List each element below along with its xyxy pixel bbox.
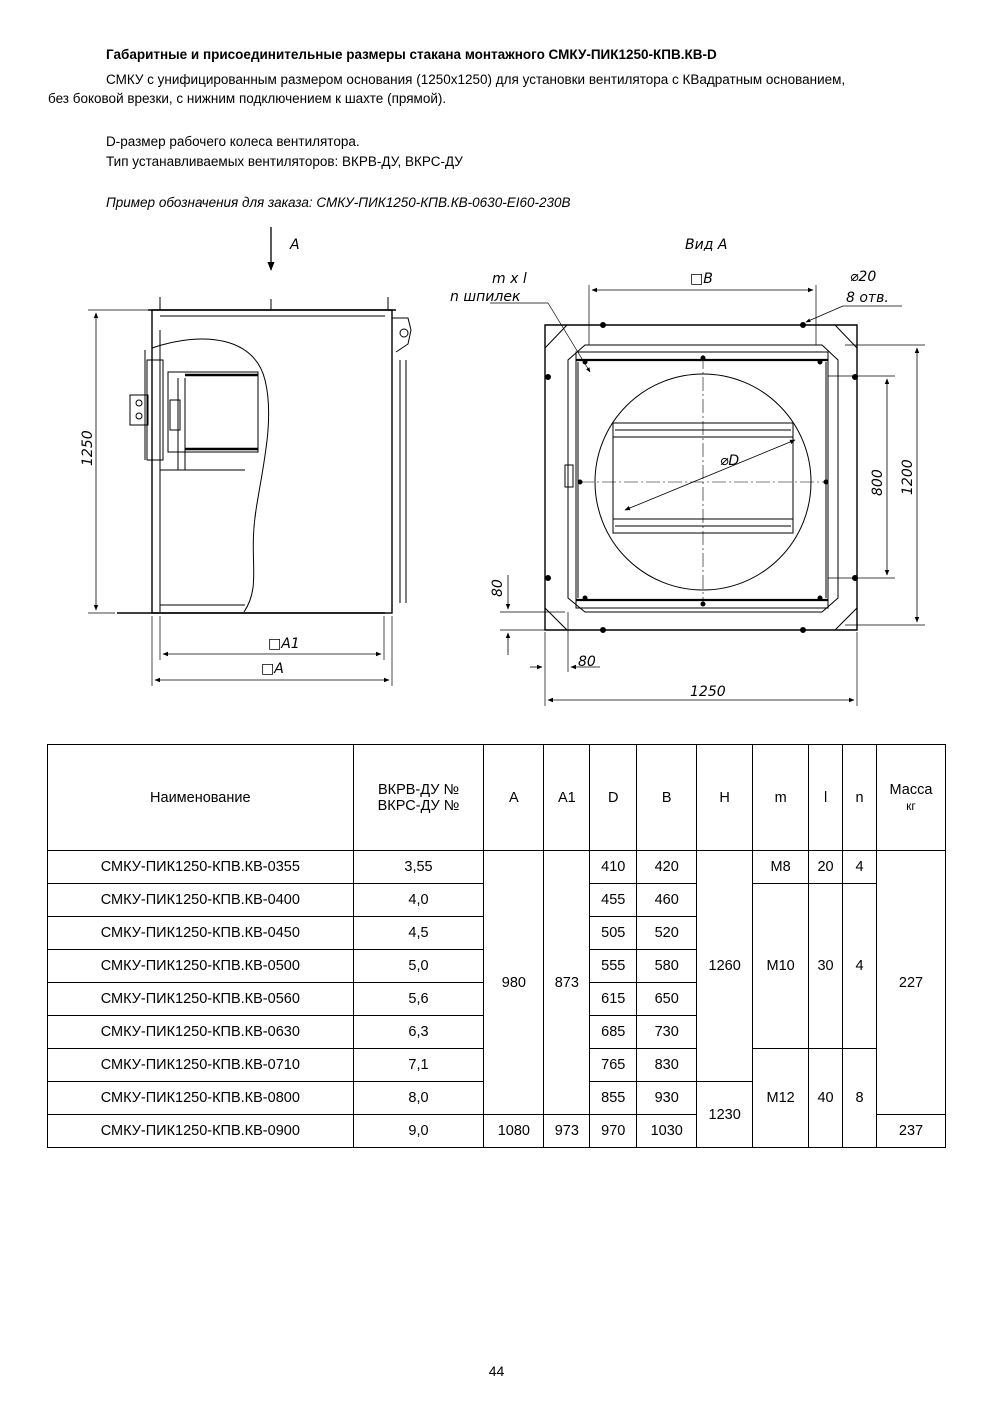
header-b: B: [637, 745, 697, 851]
view-arrow-label: A: [290, 237, 300, 253]
cell-h-main: 1260: [697, 851, 753, 1082]
row-fan: 7,1: [353, 1049, 484, 1082]
spec-table: [47, 744, 946, 1148]
header-fan: ВКРВ-ДУ № ВКРС-ДУ №: [353, 745, 484, 851]
row-fan: 5,0: [353, 950, 484, 983]
cell-l-mid: 30: [809, 884, 843, 1049]
d-note: D-размер рабочего колеса вентилятора.: [106, 134, 360, 149]
side-view: [88, 227, 411, 686]
row-name: СМКУ-ПИК1250-КПВ.КВ-0560: [48, 983, 354, 1016]
row-name: СМКУ-ПИК1250-КПВ.КВ-0450: [48, 917, 354, 950]
row-name: СМКУ-ПИК1250-КПВ.КВ-0900: [48, 1115, 354, 1148]
page-title: Габаритные и присоединительные размеры стакана монтажного СМКУ-ПИК1250-КПВ.КВ-D: [106, 47, 717, 62]
view-a-title: Вид A: [685, 237, 728, 253]
header-l: l: [809, 745, 843, 851]
header-d: D: [590, 745, 637, 851]
row-b: 1030: [637, 1115, 697, 1148]
row-name: СМКУ-ПИК1250-КПВ.КВ-0400: [48, 884, 354, 917]
page-number: 44: [488, 1363, 505, 1379]
cell-l-first: 20: [809, 851, 843, 884]
header-h: H: [697, 745, 753, 851]
row-fan: 3,55: [353, 851, 484, 884]
row-d: 555: [590, 950, 637, 983]
row-fan: 4,5: [353, 917, 484, 950]
row-d: 765: [590, 1049, 637, 1082]
cell-n-first: 4: [843, 851, 877, 884]
row-d: 410: [590, 851, 637, 884]
cell-a-last: 1080: [484, 1115, 544, 1148]
cell-m-mid: M10: [753, 884, 809, 1049]
row-name: СМКУ-ПИК1250-КПВ.КВ-0630: [48, 1016, 354, 1049]
dim-a1-label: □A1: [268, 636, 300, 652]
dim-1250-label: 1250: [690, 684, 726, 700]
cell-mass-last: 237: [876, 1115, 945, 1148]
row-fan: 8,0: [353, 1082, 484, 1115]
row-b: 580: [637, 950, 697, 983]
row-fan: 9,0: [353, 1115, 484, 1148]
row-b: 830: [637, 1049, 697, 1082]
row-fan: 4,0: [353, 884, 484, 917]
height-dim-label: 1250: [80, 430, 96, 466]
fan-types: Тип устанавливаемых вентиляторов: ВКРВ-ДУ, ВКРС-ДУ: [106, 154, 463, 169]
row-d: 970: [590, 1115, 637, 1148]
dim-a-label: □A: [261, 661, 284, 677]
row-b: 930: [637, 1082, 697, 1115]
row-name: СМКУ-ПИК1250-КПВ.КВ-0500: [48, 950, 354, 983]
header-a1: A1: [544, 745, 590, 851]
row-name: СМКУ-ПИК1250-КПВ.КВ-0355: [48, 851, 354, 884]
cell-n-last: 8: [843, 1049, 877, 1148]
cell-h-last: 1230: [697, 1082, 753, 1148]
dim-d-label: ⌀D: [720, 453, 740, 469]
description-line-2: без боковой врезки, с нижним подключением к шахте (прямой).: [48, 91, 447, 106]
cell-mass-main: 227: [876, 851, 945, 1115]
cell-a1-last: 973: [544, 1115, 590, 1148]
row-fan: 5,6: [353, 983, 484, 1016]
header-name: Наименование: [48, 745, 354, 851]
row-d: 685: [590, 1016, 637, 1049]
studs-bottom-label: n шпилек: [450, 289, 521, 305]
cell-n-mid: 4: [843, 884, 877, 1049]
dim-800-label: 800: [870, 469, 886, 496]
row-d: 615: [590, 983, 637, 1016]
square-b-label: □B: [690, 271, 713, 287]
row-d: 855: [590, 1082, 637, 1115]
header-a: A: [484, 745, 544, 851]
header-m: m: [753, 745, 809, 851]
header-n: n: [843, 745, 877, 851]
order-example: Пример обозначения для заказа: СМКУ-ПИК1250-КПВ.КВ-0630-EI60-230В: [106, 195, 571, 210]
table-header-row: [48, 745, 946, 851]
hole-dia-label: ⌀20: [850, 269, 877, 285]
cell-l-last: 40: [809, 1049, 843, 1148]
row-b: 650: [637, 983, 697, 1016]
studs-top-label: m x l: [492, 271, 527, 287]
description-line-1: СМКУ с унифицированным размером основания (1250х1250) для установки вентилятора с КВадратным основанием,: [106, 72, 846, 87]
header-mass: Масса кг: [876, 745, 945, 851]
cell-m-first: M8: [753, 851, 809, 884]
row-d: 505: [590, 917, 637, 950]
row-d: 455: [590, 884, 637, 917]
cell-a-main: 980: [484, 851, 544, 1115]
row-b: 460: [637, 884, 697, 917]
dim-80-horizontal-label: 80: [578, 654, 596, 670]
row-b: 730: [637, 1016, 697, 1049]
row-name: СМКУ-ПИК1250-КПВ.КВ-0710: [48, 1049, 354, 1082]
dim-80-vertical-label: 80: [490, 579, 506, 597]
view-a: [490, 285, 925, 706]
row-fan: 6,3: [353, 1016, 484, 1049]
hole-count-label: 8 отв.: [846, 290, 889, 306]
table-row: [48, 851, 946, 884]
row-b: 520: [637, 917, 697, 950]
cell-m-last: M12: [753, 1049, 809, 1148]
row-b: 420: [637, 851, 697, 884]
cell-a1-main: 873: [544, 851, 590, 1115]
row-name: СМКУ-ПИК1250-КПВ.КВ-0800: [48, 1082, 354, 1115]
dim-1200-label: 1200: [900, 459, 916, 495]
